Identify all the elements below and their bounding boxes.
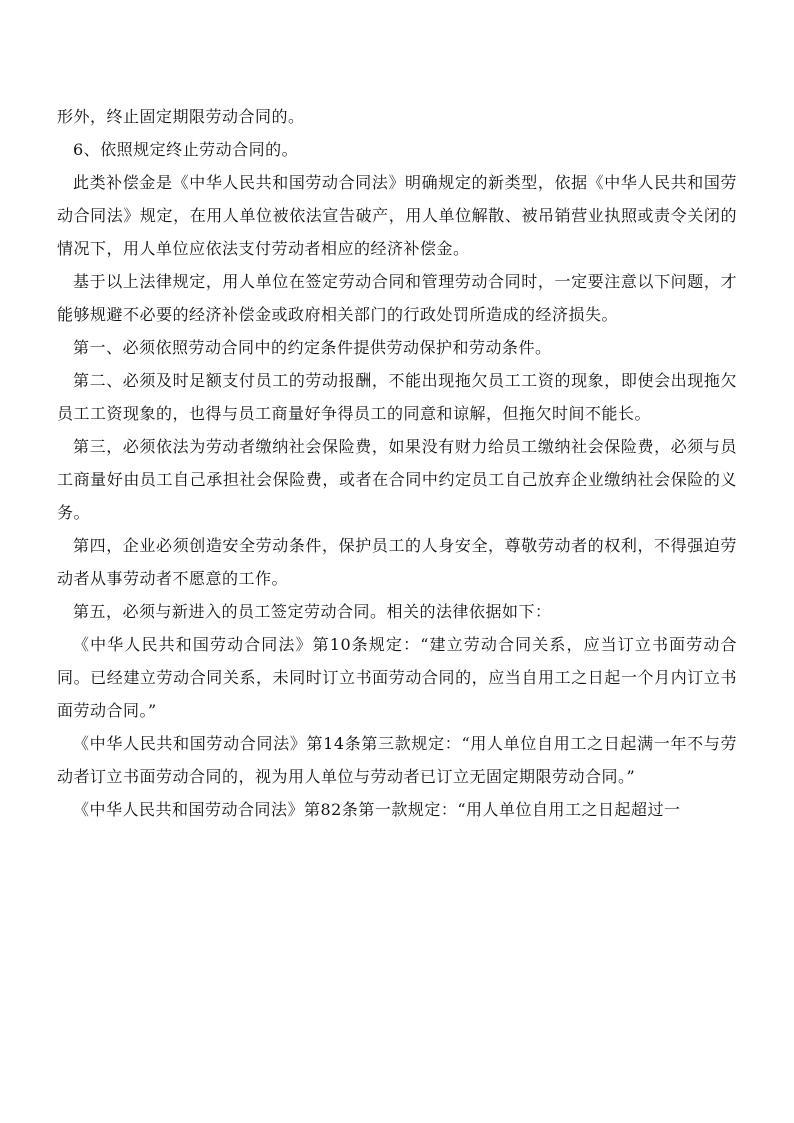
paragraph-third: 第三，必须依法为劳动者缴纳社会保险费，如果没有财力给员工缴纳社会保险费，必须与员工商量好由员工自己承担社会保险费，或者在合同中约定员工自己放弃企业缴纳社会保险的义务。 xyxy=(57,437,737,522)
paragraph-second: 第二、必须及时足额支付员工的劳动报酬，不能出现拖欠员工工资的现象，即使会出现拖欠员工工资现象的，也得与员工商量好争得员工的同意和谅解，但拖欠时间不能长。 xyxy=(57,371,737,423)
paragraph-fifth: 第五，必须与新进入的员工签定劳动合同。相关的法律依据如下： xyxy=(73,602,552,621)
paragraph-article-82: 《中华人民共和国劳动合同法》第82条第一款规定：“用人单位自用工之日起超过一 xyxy=(73,800,681,819)
paragraph-item-6: 6、依照规定终止劳动合同的。 xyxy=(73,140,299,159)
paragraph-legal-basis: 基于以上法律规定，用人单位在签定劳动合同和管理劳动合同时，一定要注意以下问题，才能够规避不必要的经济补偿金或政府相关部门的行政处罚所造成的经济损失。 xyxy=(57,272,737,324)
document-body xyxy=(57,100,737,826)
paragraph-article-14: 《中华人民共和国劳动合同法》第14条第三款规定：“用人单位自用工之日起满一年不与劳动者订立书面劳动合同的，视为用人单位与劳动者已订立无固定期限劳动合同。” xyxy=(57,734,737,786)
paragraph-article-10: 《中华人民共和国劳动合同法》第10条规定：“建立劳动合同关系，应当订立书面劳动合同。已经建立劳动合同关系，未同时订立书面劳动合同的，应当自用工之日起一个月内订立书面劳动合同。” xyxy=(57,635,737,720)
paragraph-continuation: 形外，终止固定期限劳动合同的。 xyxy=(57,107,305,126)
paragraph-first: 第一、必须依照劳动合同中的约定条件提供劳动保护和劳动条件。 xyxy=(73,338,552,357)
paragraph-fourth: 第四，企业必须创造安全劳动条件，保护员工的人身安全，尊敬劳动者的权利，不得强迫劳动者从事劳动者不愿意的工作。 xyxy=(57,536,737,588)
paragraph-compensation-type: 此类补偿金是《中华人民共和国劳动合同法》明确规定的新类型，依据《中华人民共和国劳动合同法》规定，在用人单位被依法宣告破产，用人单位解散、被吊销营业执照或责令关闭的情况下，用人单位应依法支付劳动者相应的经济补偿金。 xyxy=(57,173,737,258)
